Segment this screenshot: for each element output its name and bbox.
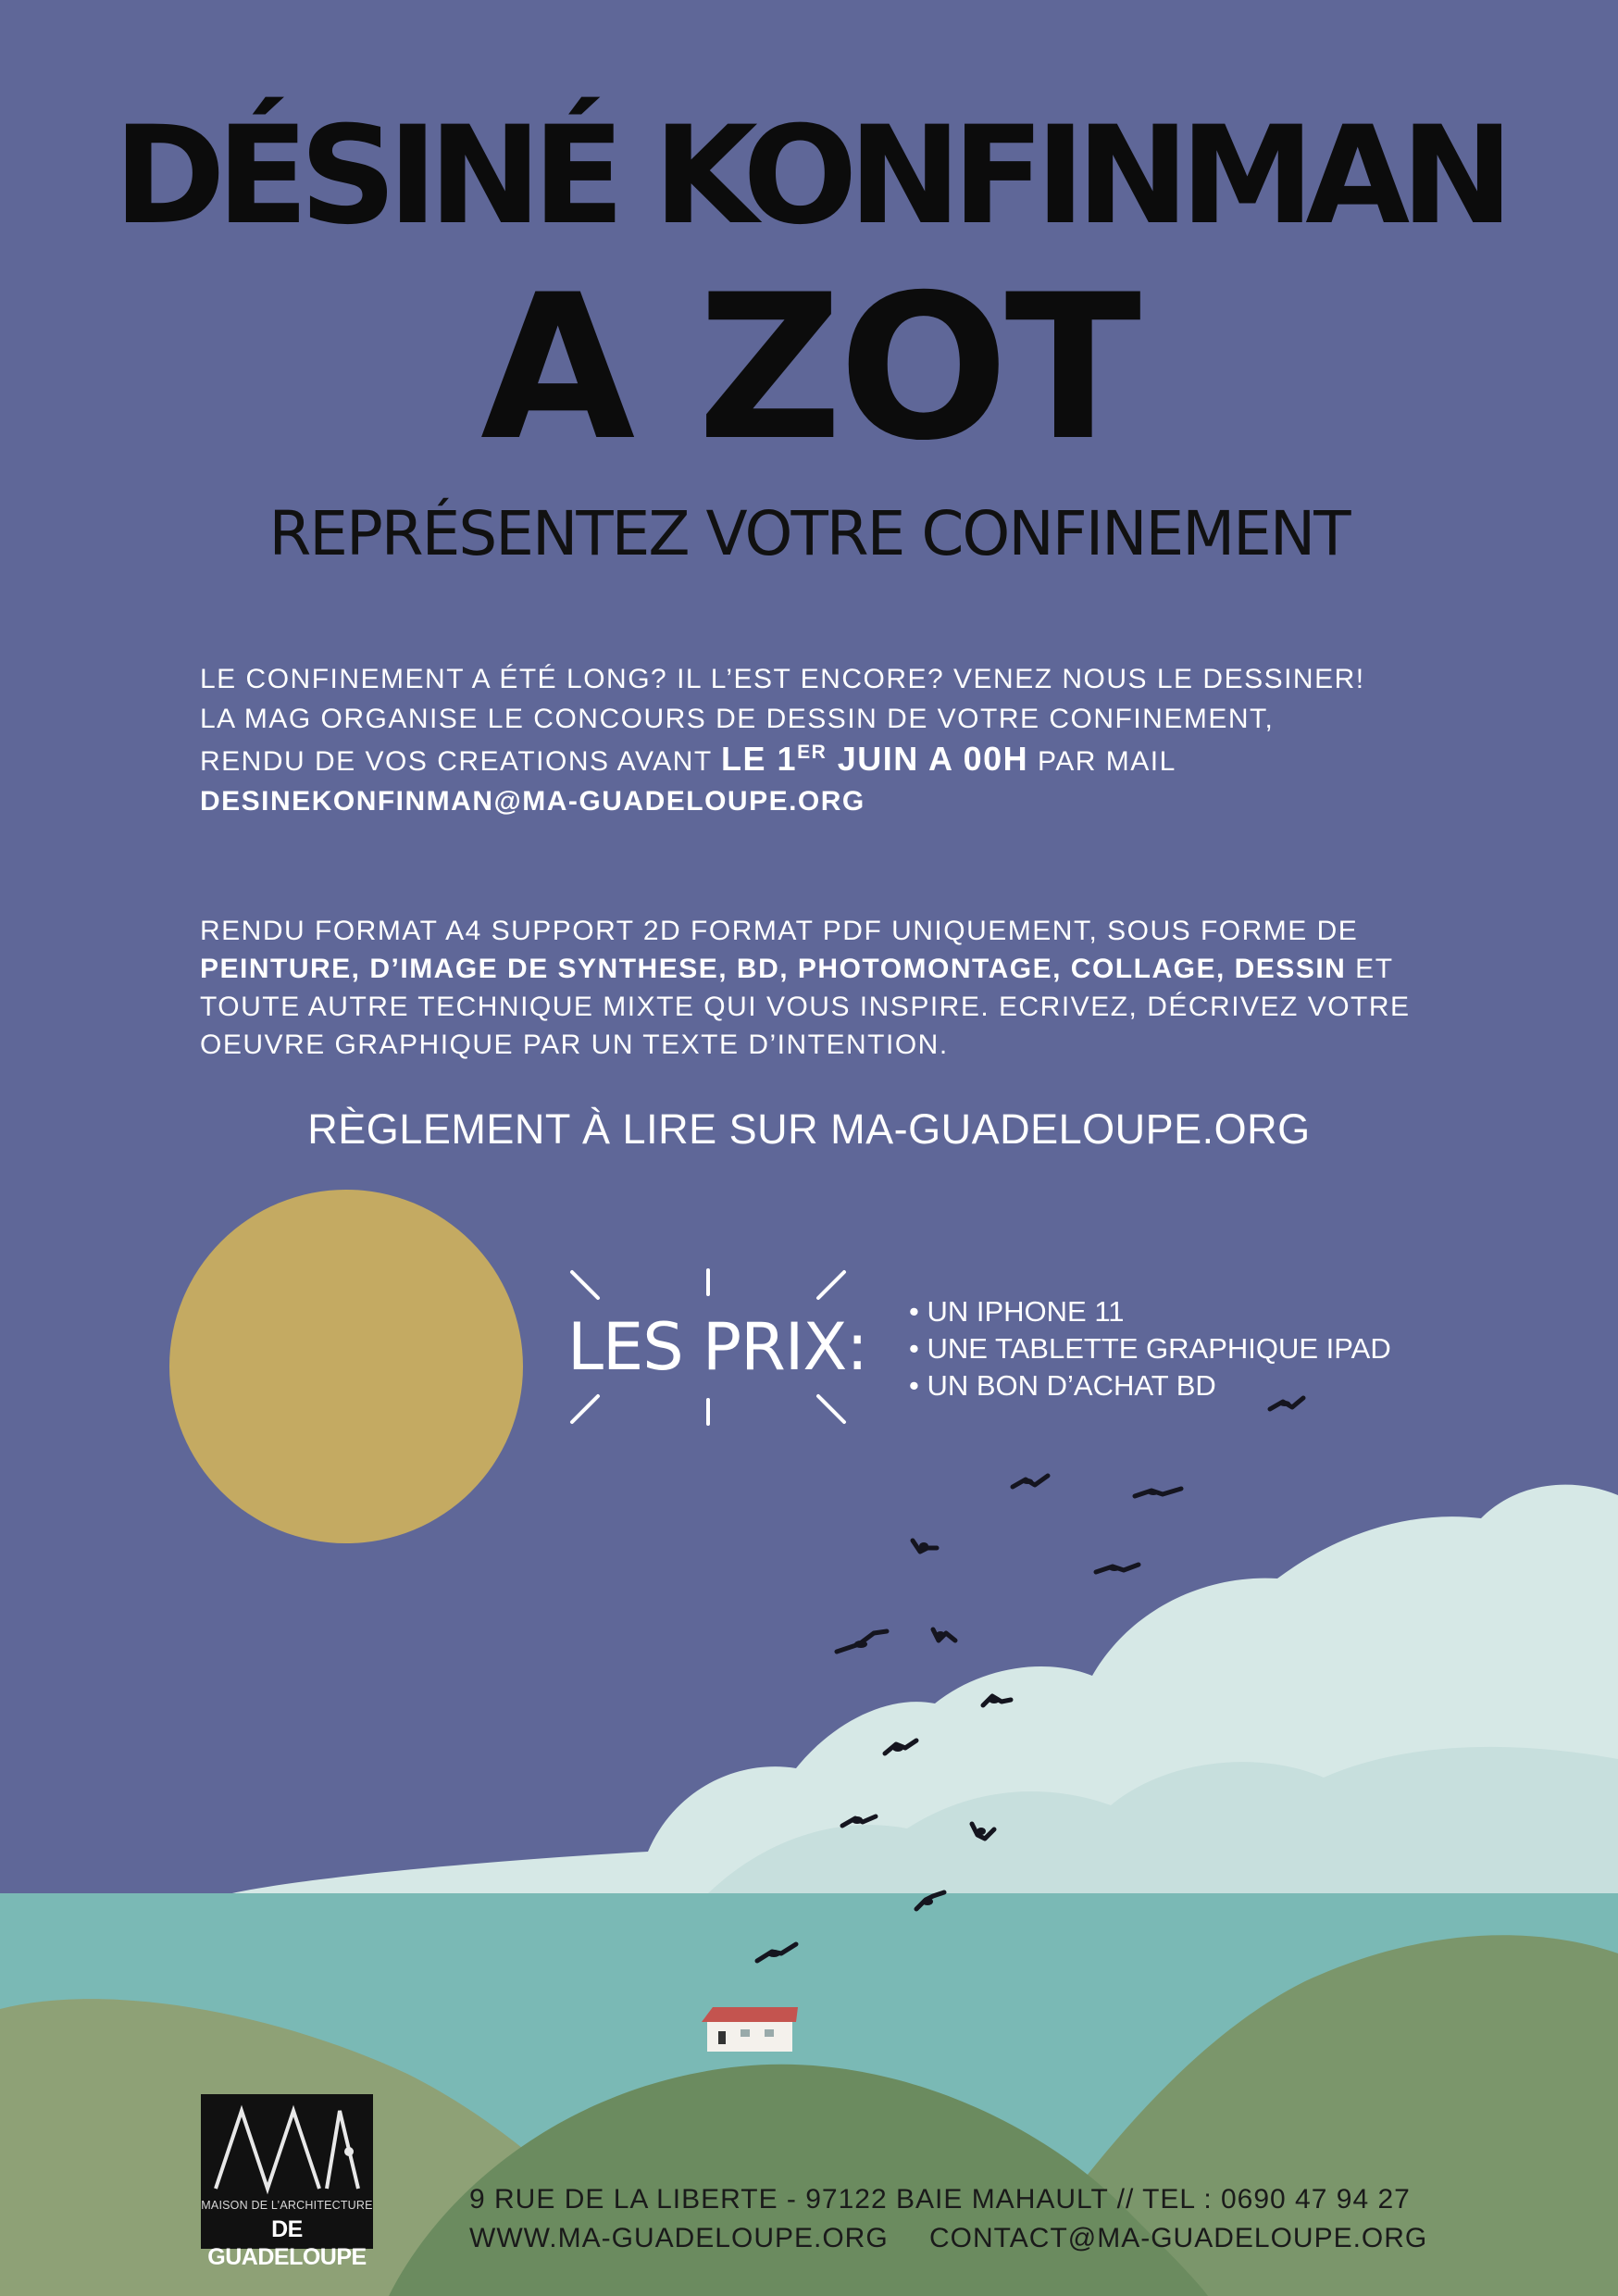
prizes-list bbox=[909, 1293, 1391, 1404]
intro-line-3 bbox=[200, 739, 1431, 781]
intro-line-1: LE CONFINEMENT A ÉTÉ LONG? IL L’EST ENCORE? VENEZ NOUS LE DESSINER! bbox=[200, 664, 1365, 694]
format-end: ET TOUTE AUTRE TECHNIQUE MIXTE QUI VOUS INSPIRE. ECRIVEZ, DÉCRIVEZ VOTRE OEUVRE GRAPHIQUE PAR UN TEXTE D’INTENTION. bbox=[200, 954, 1411, 1060]
sun-disc bbox=[169, 1190, 523, 1543]
format-start: RENDU FORMAT A4 SUPPORT 2D FORMAT PDF UNIQUEMENT, SOUS FORME DE bbox=[200, 916, 1359, 946]
format-techniques: PEINTURE, D’IMAGE DE SYNTHESE, BD, PHOTOMONTAGE, COLLAGE, DESSIN bbox=[200, 954, 1347, 984]
main-title: DÉSINÉ KONFINMAN bbox=[113, 97, 1505, 255]
prize-item: • UN IPHONE 11 bbox=[909, 1293, 1391, 1330]
intro-line-2: LA MAG ORGANISE LE CONCOURS DE DESSIN DE VOTRE CONFINEMENT, bbox=[200, 704, 1275, 734]
format-paragraph bbox=[200, 912, 1431, 1064]
ma-guadeloupe-logo bbox=[201, 2094, 373, 2270]
deadline-time: JUIN A 00H bbox=[827, 740, 1029, 778]
intro-paragraph bbox=[200, 659, 1431, 821]
prizes-title: LES PRIX: bbox=[567, 1309, 867, 1385]
main-title-second-line: A ZOT bbox=[480, 252, 1138, 484]
deadline-day: LE 1 bbox=[721, 740, 798, 778]
deadline-date bbox=[721, 740, 1028, 778]
rules-link[interactable]: RÈGLEMENT À LIRE SUR MA-GUADELOUPE.ORG bbox=[307, 1105, 1311, 1153]
contest-email-link[interactable]: DESINEKONFINMAN@MA-GUADELOUPE.ORG bbox=[200, 786, 865, 817]
footer-website-link[interactable]: WWW.MA-GUADELOUPE.ORG bbox=[469, 2223, 889, 2253]
logo-tagline: MAISON DE L’ARCHITECTURE bbox=[201, 2199, 373, 2212]
intro-line-3-end: PAR MAIL bbox=[1028, 746, 1176, 777]
intro-line-3-start: RENDU DE VOS CREATIONS AVANT bbox=[200, 746, 722, 777]
prize-item: • UN BON D’ACHAT BD bbox=[909, 1367, 1391, 1404]
prize-item: • UNE TABLETTE GRAPHIQUE IPAD bbox=[909, 1330, 1391, 1367]
logo-name: DE GUADELOUPE bbox=[207, 2216, 367, 2270]
footer-contact-email[interactable]: CONTACT@MA-GUADELOUPE.ORG bbox=[929, 2223, 1428, 2253]
deadline-ordinal: ER bbox=[797, 742, 828, 763]
footer-address: 9 RUE DE LA LIBERTE - 97122 BAIE MAHAULT // TEL : 0690 47 94 27 bbox=[469, 2184, 1411, 2215]
ma-logo-mark bbox=[210, 2103, 364, 2196]
house-icon bbox=[702, 2007, 798, 2052]
subtitle: REPRÉSENTEZ VOTRE CONFINEMENT bbox=[268, 498, 1350, 569]
